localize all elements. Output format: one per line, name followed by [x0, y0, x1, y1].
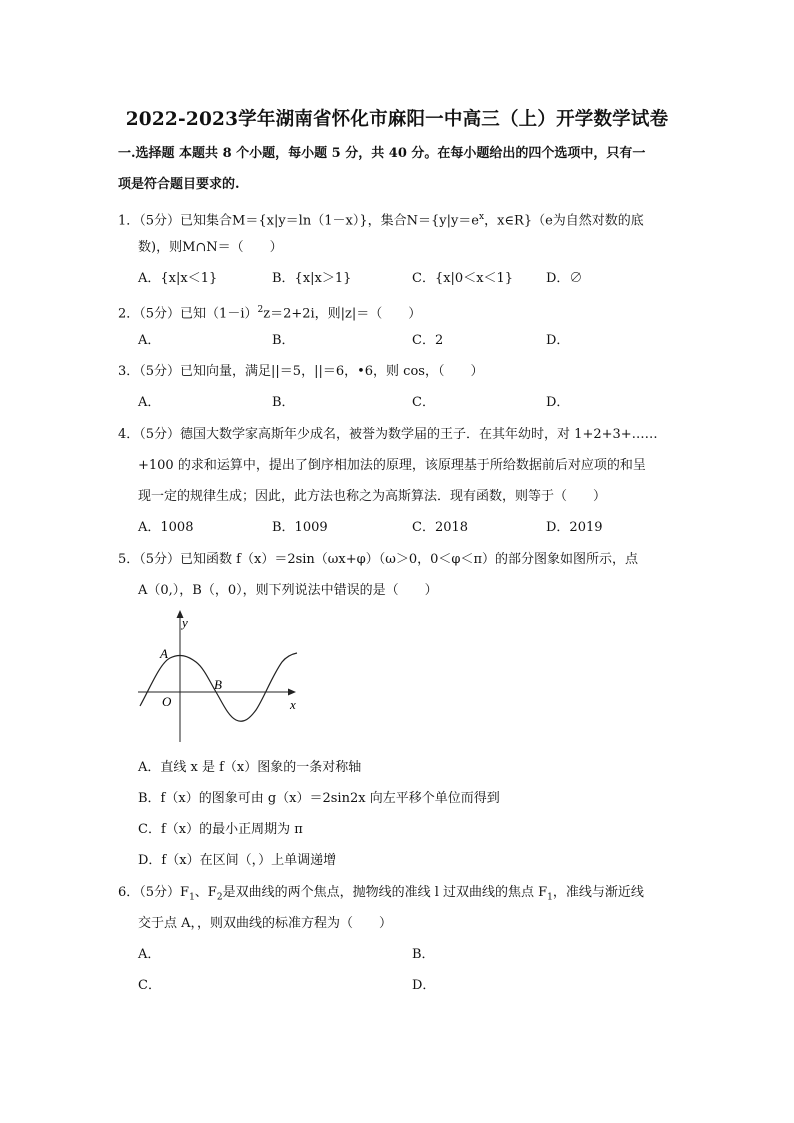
question-3-line1: 3．（5分）已知向量，满足||＝5，||＝6，•6，则 cos，（ ） — [118, 364, 484, 379]
graph-label-y: y — [182, 615, 188, 630]
question-3-option-c[interactable]: C． — [412, 395, 435, 410]
graph-label-o: O — [162, 694, 172, 709]
question-3-option-a[interactable]: A． — [138, 395, 161, 410]
question-6-line2: 交于点 A，，则双曲线的标准方程为（ ） — [138, 916, 393, 931]
section-heading-line1: 一.选择题 本题共 8 个小题，每小题 5 分，共 40 分。在每小题给出的四个选项中，只有一 — [118, 146, 646, 161]
question-1-option-d[interactable]: D．∅ — [546, 271, 583, 286]
question-6-option-c[interactable]: C． — [138, 978, 161, 993]
question-5-line2: A（0,），B（，0），则下列说法中错误的是（ ） — [138, 583, 438, 598]
question-2-option-d[interactable]: D． — [546, 333, 570, 348]
question-5-option-d[interactable]: D．f（x）在区间（，）上单调递增 — [138, 853, 337, 868]
question-2-line1: 2．（5分）已知$(1-i)^2z=2+2i$，则|z|＝（ ） — [118, 305, 422, 322]
question-4-line2: +100 的求和运算中，提出了倒序相加法的原理，该原理基于所给数据前后对应项的和呈 — [138, 458, 646, 473]
question-3-option-b[interactable]: B． — [272, 395, 295, 410]
page-title: 2022-2023学年湖南省怀化市麻阳一中高三（上）开学数学试卷 — [125, 109, 669, 130]
question-2-option-a[interactable]: A． — [138, 333, 161, 348]
question-4-option-d[interactable]: D．2019 — [546, 520, 603, 535]
question-3-option-d[interactable]: D． — [546, 395, 570, 410]
question-6-line1: 6．（5分）$F_1$、$F_2$是双曲线的两个焦点，抛物线的准线 l 过双曲线的焦点 $F_1$，准线与渐近线 — [118, 885, 644, 903]
question-1-line1: 1．（5分）已知集合M＝{x|y＝ln（1－x）}，集合$N=\{y|y=e^x$，x∈R}（e为自然对数的底 — [118, 212, 644, 229]
question-5-line1: 5．（5分）已知函数 f（x）＝2sin（ωx+φ）（ω＞0，0＜φ＜π）的部分图象如图所示，点 — [118, 552, 639, 567]
question-2-option-c[interactable]: C．2 — [412, 333, 444, 348]
graph-label-x: x — [290, 697, 296, 712]
question-4-option-a[interactable]: A．1008 — [138, 520, 194, 535]
question-1-line2: 数)，则M∩N＝（ ） — [138, 240, 283, 255]
section-heading-line2: 项是符合题目要求的. — [118, 177, 240, 192]
question-4-line3: 现一定的规律生成；因此，此方法也称之为高斯算法．现有函数，则等于（ ） — [138, 489, 607, 504]
question-5-option-a[interactable]: A．直线 x 是 f（x）图象的一条对称轴 — [138, 760, 362, 775]
graph-label-b: B — [214, 677, 222, 692]
question-4-option-c[interactable]: C．2018 — [412, 520, 469, 535]
question-4-option-b[interactable]: B．1009 — [272, 520, 328, 535]
question-1-option-b[interactable]: B．{x|x＞1} — [272, 271, 352, 286]
question-6-option-b[interactable]: B． — [412, 947, 435, 962]
question-5-graph — [136, 606, 306, 748]
question-5-option-b[interactable]: B．f（x）的图象可由 g（x）＝2sin2x 向左平移个单位而得到 — [138, 791, 500, 806]
question-2-option-b[interactable]: B． — [272, 333, 295, 348]
question-5-option-c[interactable]: C．f（x）的最小正周期为 π — [138, 822, 303, 837]
question-4-line1: 4．（5分）德国大数学家高斯年少成名，被誉为数学届的王子．在其年幼时，对 1+2+3+…… — [118, 427, 658, 442]
section-heading — [118, 138, 678, 200]
question-6-option-d[interactable]: D． — [412, 978, 436, 993]
question-1-option-c[interactable]: C．{x|0＜x＜1} — [412, 271, 514, 286]
graph-label-a: A — [160, 646, 168, 661]
question-6-option-a[interactable]: A． — [138, 947, 161, 962]
question-1-option-a[interactable]: A．{x|x＜1} — [138, 271, 218, 286]
graph-x-arrow — [288, 689, 296, 696]
